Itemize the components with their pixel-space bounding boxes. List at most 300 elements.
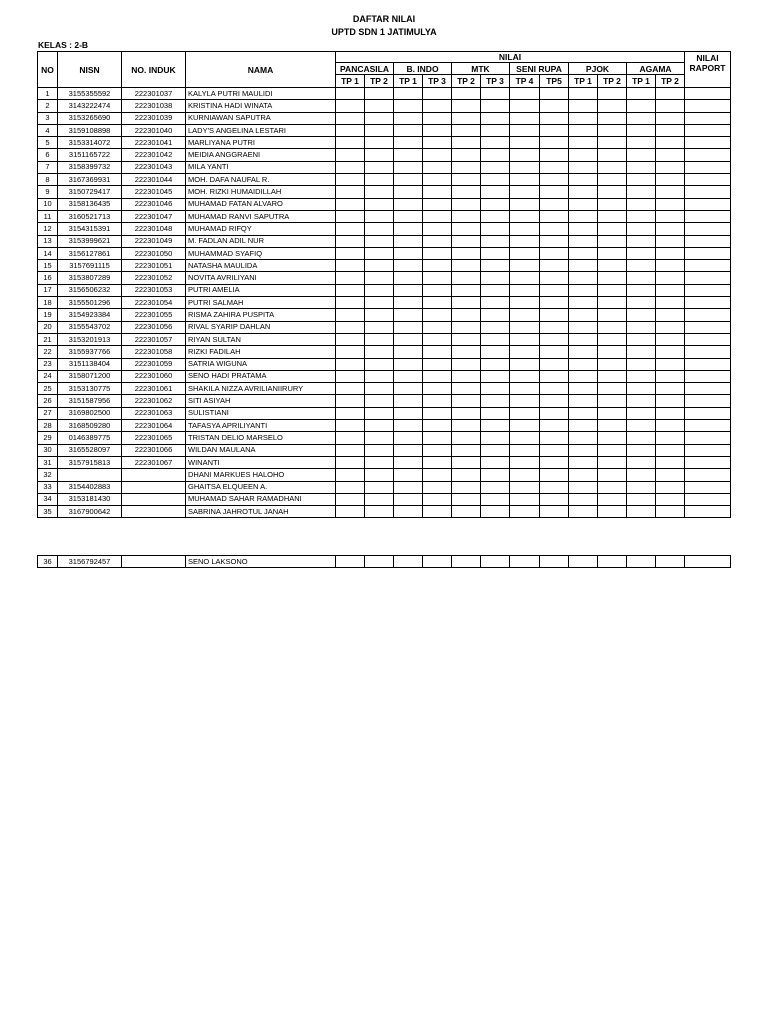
grade-cell[interactable] <box>540 420 569 432</box>
grade-cell[interactable] <box>656 284 685 296</box>
grade-cell[interactable] <box>336 333 365 345</box>
grade-cell[interactable] <box>394 383 423 395</box>
grade-cell[interactable] <box>365 260 394 272</box>
grade-cell[interactable] <box>656 137 685 149</box>
grade-cell[interactable] <box>481 247 510 259</box>
grade-cell[interactable] <box>394 100 423 112</box>
grade-cell[interactable] <box>452 321 481 333</box>
grade-cell[interactable] <box>656 272 685 284</box>
grade-cell[interactable] <box>627 481 656 493</box>
grade-cell[interactable] <box>394 506 423 518</box>
grade-cell[interactable] <box>685 358 731 370</box>
grade-cell[interactable] <box>423 124 452 136</box>
grade-cell[interactable] <box>569 346 598 358</box>
grade-cell[interactable] <box>685 124 731 136</box>
grade-cell[interactable] <box>365 481 394 493</box>
grade-cell[interactable] <box>627 556 656 568</box>
grade-cell[interactable] <box>685 370 731 382</box>
grade-cell[interactable] <box>336 260 365 272</box>
grade-cell[interactable] <box>627 297 656 309</box>
grade-cell[interactable] <box>540 100 569 112</box>
grade-cell[interactable] <box>336 309 365 321</box>
grade-cell[interactable] <box>569 272 598 284</box>
grade-cell[interactable] <box>423 370 452 382</box>
grade-cell[interactable] <box>569 186 598 198</box>
grade-cell[interactable] <box>569 161 598 173</box>
grade-cell[interactable] <box>336 198 365 210</box>
grade-cell[interactable] <box>365 297 394 309</box>
grade-cell[interactable] <box>598 432 627 444</box>
grade-cell[interactable] <box>452 420 481 432</box>
grade-cell[interactable] <box>540 481 569 493</box>
grade-cell[interactable] <box>569 456 598 468</box>
grade-cell[interactable] <box>336 346 365 358</box>
grade-cell[interactable] <box>365 395 394 407</box>
grade-cell[interactable] <box>336 556 365 568</box>
grade-cell[interactable] <box>510 556 540 568</box>
grade-cell[interactable] <box>510 432 540 444</box>
grade-cell[interactable] <box>569 149 598 161</box>
grade-cell[interactable] <box>598 309 627 321</box>
grade-cell[interactable] <box>656 297 685 309</box>
grade-cell[interactable] <box>452 309 481 321</box>
grade-cell[interactable] <box>510 383 540 395</box>
grade-cell[interactable] <box>423 493 452 505</box>
grade-cell[interactable] <box>423 260 452 272</box>
grade-cell[interactable] <box>423 235 452 247</box>
grade-cell[interactable] <box>685 223 731 235</box>
grade-cell[interactable] <box>394 88 423 100</box>
grade-cell[interactable] <box>481 358 510 370</box>
grade-cell[interactable] <box>481 210 510 222</box>
grade-cell[interactable] <box>481 481 510 493</box>
grade-cell[interactable] <box>336 235 365 247</box>
grade-cell[interactable] <box>423 174 452 186</box>
grade-cell[interactable] <box>656 124 685 136</box>
grade-cell[interactable] <box>510 420 540 432</box>
grade-cell[interactable] <box>510 174 540 186</box>
grade-cell[interactable] <box>656 247 685 259</box>
grade-cell[interactable] <box>481 556 510 568</box>
grade-cell[interactable] <box>685 260 731 272</box>
grade-cell[interactable] <box>685 395 731 407</box>
grade-cell[interactable] <box>656 100 685 112</box>
grade-cell[interactable] <box>365 149 394 161</box>
grade-cell[interactable] <box>365 383 394 395</box>
grade-cell[interactable] <box>481 88 510 100</box>
grade-cell[interactable] <box>656 198 685 210</box>
grade-cell[interactable] <box>423 198 452 210</box>
grade-cell[interactable] <box>685 174 731 186</box>
grade-cell[interactable] <box>510 223 540 235</box>
grade-cell[interactable] <box>598 395 627 407</box>
grade-cell[interactable] <box>365 272 394 284</box>
grade-cell[interactable] <box>510 395 540 407</box>
grade-cell[interactable] <box>569 444 598 456</box>
grade-cell[interactable] <box>365 223 394 235</box>
grade-cell[interactable] <box>510 284 540 296</box>
grade-cell[interactable] <box>423 223 452 235</box>
grade-cell[interactable] <box>365 198 394 210</box>
grade-cell[interactable] <box>540 186 569 198</box>
grade-cell[interactable] <box>336 321 365 333</box>
grade-cell[interactable] <box>336 223 365 235</box>
grade-cell[interactable] <box>598 493 627 505</box>
grade-cell[interactable] <box>481 124 510 136</box>
grade-cell[interactable] <box>365 346 394 358</box>
grade-cell[interactable] <box>685 432 731 444</box>
grade-cell[interactable] <box>627 112 656 124</box>
grade-cell[interactable] <box>685 88 731 100</box>
grade-cell[interactable] <box>365 124 394 136</box>
grade-cell[interactable] <box>481 198 510 210</box>
grade-cell[interactable] <box>394 247 423 259</box>
grade-cell[interactable] <box>627 395 656 407</box>
grade-cell[interactable] <box>394 235 423 247</box>
grade-cell[interactable] <box>540 124 569 136</box>
grade-cell[interactable] <box>394 556 423 568</box>
grade-cell[interactable] <box>510 333 540 345</box>
grade-cell[interactable] <box>598 272 627 284</box>
grade-cell[interactable] <box>365 456 394 468</box>
grade-cell[interactable] <box>540 493 569 505</box>
grade-cell[interactable] <box>365 432 394 444</box>
grade-cell[interactable] <box>685 346 731 358</box>
grade-cell[interactable] <box>569 432 598 444</box>
grade-cell[interactable] <box>540 235 569 247</box>
grade-cell[interactable] <box>540 112 569 124</box>
grade-cell[interactable] <box>394 174 423 186</box>
grade-cell[interactable] <box>540 284 569 296</box>
grade-cell[interactable] <box>394 346 423 358</box>
grade-cell[interactable] <box>336 481 365 493</box>
grade-cell[interactable] <box>540 469 569 481</box>
grade-cell[interactable] <box>423 444 452 456</box>
grade-cell[interactable] <box>627 383 656 395</box>
grade-cell[interactable] <box>569 260 598 272</box>
grade-cell[interactable] <box>656 444 685 456</box>
grade-cell[interactable] <box>540 272 569 284</box>
grade-cell[interactable] <box>394 161 423 173</box>
grade-cell[interactable] <box>394 358 423 370</box>
grade-cell[interactable] <box>394 333 423 345</box>
grade-cell[interactable] <box>481 493 510 505</box>
grade-cell[interactable] <box>656 395 685 407</box>
grade-cell[interactable] <box>540 198 569 210</box>
grade-cell[interactable] <box>627 493 656 505</box>
grade-cell[interactable] <box>540 370 569 382</box>
grade-cell[interactable] <box>452 137 481 149</box>
grade-cell[interactable] <box>481 272 510 284</box>
grade-cell[interactable] <box>540 432 569 444</box>
grade-cell[interactable] <box>656 149 685 161</box>
grade-cell[interactable] <box>481 370 510 382</box>
grade-cell[interactable] <box>598 174 627 186</box>
grade-cell[interactable] <box>336 100 365 112</box>
grade-cell[interactable] <box>656 493 685 505</box>
grade-cell[interactable] <box>394 407 423 419</box>
grade-cell[interactable] <box>685 112 731 124</box>
grade-cell[interactable] <box>365 309 394 321</box>
grade-cell[interactable] <box>336 186 365 198</box>
grade-cell[interactable] <box>569 174 598 186</box>
grade-cell[interactable] <box>685 321 731 333</box>
grade-cell[interactable] <box>569 198 598 210</box>
grade-cell[interactable] <box>510 88 540 100</box>
grade-cell[interactable] <box>452 432 481 444</box>
grade-cell[interactable] <box>627 370 656 382</box>
grade-cell[interactable] <box>569 321 598 333</box>
grade-cell[interactable] <box>598 321 627 333</box>
grade-cell[interactable] <box>627 321 656 333</box>
grade-cell[interactable] <box>656 112 685 124</box>
grade-cell[interactable] <box>569 284 598 296</box>
grade-cell[interactable] <box>569 235 598 247</box>
grade-cell[interactable] <box>598 297 627 309</box>
grade-cell[interactable] <box>365 407 394 419</box>
grade-cell[interactable] <box>510 210 540 222</box>
grade-cell[interactable] <box>394 297 423 309</box>
grade-cell[interactable] <box>656 223 685 235</box>
grade-cell[interactable] <box>510 260 540 272</box>
grade-cell[interactable] <box>540 149 569 161</box>
grade-cell[interactable] <box>336 284 365 296</box>
grade-cell[interactable] <box>423 161 452 173</box>
grade-cell[interactable] <box>569 358 598 370</box>
grade-cell[interactable] <box>394 469 423 481</box>
grade-cell[interactable] <box>452 444 481 456</box>
grade-cell[interactable] <box>598 210 627 222</box>
grade-cell[interactable] <box>627 444 656 456</box>
grade-cell[interactable] <box>598 346 627 358</box>
grade-cell[interactable] <box>569 247 598 259</box>
grade-cell[interactable] <box>452 383 481 395</box>
grade-cell[interactable] <box>336 370 365 382</box>
grade-cell[interactable] <box>423 186 452 198</box>
grade-cell[interactable] <box>452 333 481 345</box>
grade-cell[interactable] <box>656 556 685 568</box>
grade-cell[interactable] <box>336 124 365 136</box>
grade-cell[interactable] <box>394 456 423 468</box>
grade-cell[interactable] <box>685 235 731 247</box>
grade-cell[interactable] <box>423 481 452 493</box>
grade-cell[interactable] <box>627 469 656 481</box>
grade-cell[interactable] <box>627 272 656 284</box>
grade-cell[interactable] <box>394 321 423 333</box>
grade-cell[interactable] <box>423 309 452 321</box>
grade-cell[interactable] <box>569 370 598 382</box>
grade-cell[interactable] <box>423 432 452 444</box>
grade-cell[interactable] <box>569 420 598 432</box>
grade-cell[interactable] <box>598 284 627 296</box>
grade-cell[interactable] <box>540 456 569 468</box>
grade-cell[interactable] <box>481 395 510 407</box>
grade-cell[interactable] <box>569 112 598 124</box>
grade-cell[interactable] <box>627 174 656 186</box>
grade-cell[interactable] <box>627 247 656 259</box>
grade-cell[interactable] <box>627 198 656 210</box>
grade-cell[interactable] <box>627 432 656 444</box>
grade-cell[interactable] <box>452 407 481 419</box>
grade-cell[interactable] <box>481 174 510 186</box>
grade-cell[interactable] <box>627 420 656 432</box>
grade-cell[interactable] <box>627 407 656 419</box>
grade-cell[interactable] <box>481 223 510 235</box>
grade-cell[interactable] <box>481 284 510 296</box>
grade-cell[interactable] <box>627 137 656 149</box>
grade-cell[interactable] <box>394 149 423 161</box>
grade-cell[interactable] <box>569 309 598 321</box>
grade-cell[interactable] <box>365 247 394 259</box>
grade-cell[interactable] <box>481 333 510 345</box>
grade-cell[interactable] <box>685 383 731 395</box>
grade-cell[interactable] <box>656 456 685 468</box>
grade-cell[interactable] <box>394 223 423 235</box>
grade-cell[interactable] <box>510 235 540 247</box>
grade-cell[interactable] <box>452 493 481 505</box>
grade-cell[interactable] <box>627 100 656 112</box>
grade-cell[interactable] <box>656 481 685 493</box>
grade-cell[interactable] <box>569 124 598 136</box>
grade-cell[interactable] <box>510 493 540 505</box>
grade-cell[interactable] <box>540 395 569 407</box>
grade-cell[interactable] <box>423 284 452 296</box>
grade-cell[interactable] <box>656 346 685 358</box>
grade-cell[interactable] <box>394 210 423 222</box>
grade-cell[interactable] <box>336 88 365 100</box>
grade-cell[interactable] <box>656 174 685 186</box>
grade-cell[interactable] <box>569 223 598 235</box>
grade-cell[interactable] <box>336 444 365 456</box>
grade-cell[interactable] <box>510 149 540 161</box>
grade-cell[interactable] <box>365 161 394 173</box>
grade-cell[interactable] <box>569 333 598 345</box>
grade-cell[interactable] <box>598 456 627 468</box>
grade-cell[interactable] <box>481 100 510 112</box>
grade-cell[interactable] <box>540 247 569 259</box>
grade-cell[interactable] <box>452 260 481 272</box>
grade-cell[interactable] <box>394 432 423 444</box>
grade-cell[interactable] <box>685 137 731 149</box>
grade-cell[interactable] <box>656 260 685 272</box>
grade-cell[interactable] <box>365 174 394 186</box>
grade-cell[interactable] <box>423 149 452 161</box>
grade-cell[interactable] <box>627 456 656 468</box>
grade-cell[interactable] <box>510 100 540 112</box>
grade-cell[interactable] <box>598 223 627 235</box>
grade-cell[interactable] <box>569 481 598 493</box>
grade-cell[interactable] <box>540 174 569 186</box>
grade-cell[interactable] <box>394 395 423 407</box>
grade-cell[interactable] <box>510 444 540 456</box>
grade-cell[interactable] <box>365 100 394 112</box>
grade-cell[interactable] <box>510 346 540 358</box>
grade-cell[interactable] <box>481 260 510 272</box>
grade-cell[interactable] <box>423 210 452 222</box>
grade-cell[interactable] <box>423 358 452 370</box>
grade-cell[interactable] <box>569 469 598 481</box>
grade-cell[interactable] <box>598 100 627 112</box>
grade-cell[interactable] <box>569 137 598 149</box>
grade-cell[interactable] <box>452 297 481 309</box>
grade-cell[interactable] <box>394 420 423 432</box>
grade-cell[interactable] <box>540 309 569 321</box>
grade-cell[interactable] <box>656 210 685 222</box>
grade-cell[interactable] <box>510 469 540 481</box>
grade-cell[interactable] <box>656 370 685 382</box>
grade-cell[interactable] <box>569 493 598 505</box>
grade-cell[interactable] <box>685 284 731 296</box>
grade-cell[interactable] <box>423 333 452 345</box>
grade-cell[interactable] <box>481 432 510 444</box>
grade-cell[interactable] <box>481 235 510 247</box>
grade-cell[interactable] <box>452 395 481 407</box>
grade-cell[interactable] <box>423 112 452 124</box>
grade-cell[interactable] <box>452 556 481 568</box>
grade-cell[interactable] <box>627 284 656 296</box>
grade-cell[interactable] <box>598 88 627 100</box>
grade-cell[interactable] <box>423 100 452 112</box>
grade-cell[interactable] <box>365 210 394 222</box>
grade-cell[interactable] <box>656 420 685 432</box>
grade-cell[interactable] <box>394 198 423 210</box>
grade-cell[interactable] <box>423 272 452 284</box>
grade-cell[interactable] <box>569 297 598 309</box>
grade-cell[interactable] <box>627 333 656 345</box>
grade-cell[interactable] <box>452 272 481 284</box>
grade-cell[interactable] <box>394 186 423 198</box>
grade-cell[interactable] <box>510 161 540 173</box>
grade-cell[interactable] <box>540 333 569 345</box>
grade-cell[interactable] <box>685 469 731 481</box>
grade-cell[interactable] <box>598 407 627 419</box>
grade-cell[interactable] <box>365 186 394 198</box>
grade-cell[interactable] <box>481 420 510 432</box>
grade-cell[interactable] <box>685 493 731 505</box>
grade-cell[interactable] <box>481 321 510 333</box>
grade-cell[interactable] <box>510 506 540 518</box>
grade-cell[interactable] <box>685 556 731 568</box>
grade-cell[interactable] <box>598 469 627 481</box>
grade-cell[interactable] <box>598 556 627 568</box>
grade-cell[interactable] <box>336 432 365 444</box>
grade-cell[interactable] <box>365 137 394 149</box>
grade-cell[interactable] <box>685 309 731 321</box>
grade-cell[interactable] <box>394 112 423 124</box>
grade-cell[interactable] <box>510 309 540 321</box>
grade-cell[interactable] <box>656 358 685 370</box>
grade-cell[interactable] <box>540 260 569 272</box>
grade-cell[interactable] <box>510 272 540 284</box>
grade-cell[interactable] <box>627 210 656 222</box>
grade-cell[interactable] <box>510 358 540 370</box>
grade-cell[interactable] <box>540 210 569 222</box>
grade-cell[interactable] <box>685 149 731 161</box>
grade-cell[interactable] <box>452 186 481 198</box>
grade-cell[interactable] <box>656 432 685 444</box>
grade-cell[interactable] <box>540 223 569 235</box>
grade-cell[interactable] <box>336 493 365 505</box>
grade-cell[interactable] <box>452 469 481 481</box>
grade-cell[interactable] <box>336 358 365 370</box>
grade-cell[interactable] <box>627 124 656 136</box>
grade-cell[interactable] <box>685 186 731 198</box>
grade-cell[interactable] <box>481 186 510 198</box>
grade-cell[interactable] <box>336 456 365 468</box>
grade-cell[interactable] <box>452 112 481 124</box>
grade-cell[interactable] <box>336 210 365 222</box>
grade-cell[interactable] <box>598 370 627 382</box>
